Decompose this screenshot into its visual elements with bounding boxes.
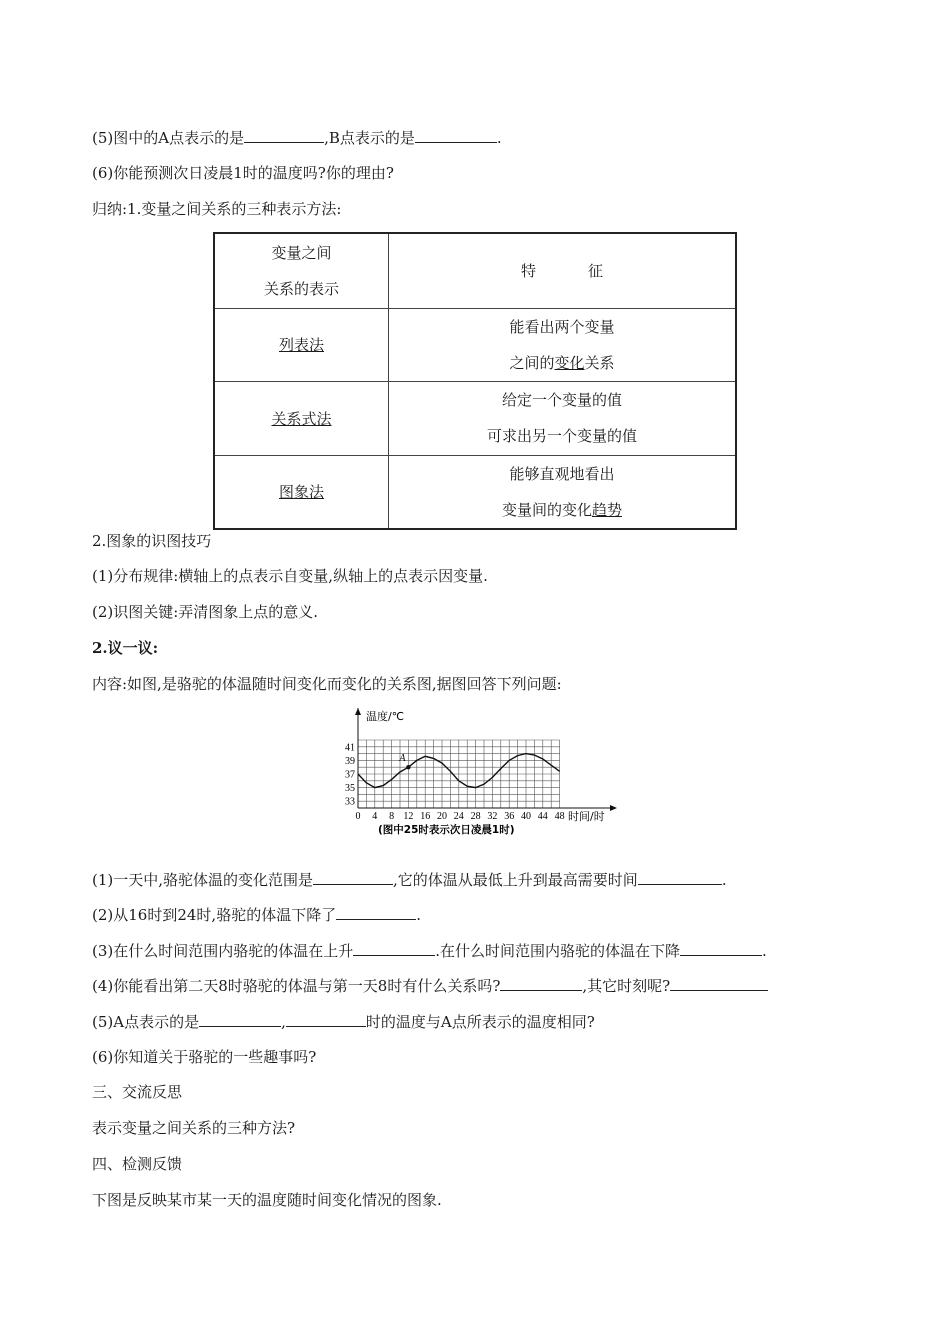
answer-blank[interactable] bbox=[680, 941, 762, 956]
y-axis-arrow bbox=[355, 708, 361, 715]
answer-blank[interactable] bbox=[336, 905, 416, 920]
answer-blank[interactable] bbox=[670, 976, 768, 991]
y-tick-label: 35 bbox=[345, 783, 355, 795]
tip-1: (1)分布规律:横轴上的点表示自变量,纵轴上的点表示因变量. bbox=[92, 567, 488, 585]
y-tick-label: 41 bbox=[345, 742, 355, 754]
x-tick-label: 48 bbox=[554, 811, 565, 822]
x-tick-label: 28 bbox=[470, 811, 481, 822]
question-6: (6)你知道关于骆驼的一些趣事吗? bbox=[92, 1048, 317, 1066]
answer-blank[interactable] bbox=[199, 1012, 281, 1027]
question-3: (3)在什么时间范围内骆驼的体温在上升 .在什么时间范围内骆驼的体温在下降 . bbox=[92, 942, 767, 960]
x-tick-label: 24 bbox=[453, 811, 464, 822]
x-tick-label: 8 bbox=[389, 811, 395, 822]
x-tick-label: 16 bbox=[420, 811, 431, 822]
methods-table bbox=[213, 232, 737, 530]
discuss-content: 内容:如图,是骆驼的体温随时间变化而变化的关系图,据图回答下列问题: bbox=[92, 675, 562, 693]
table-row: 关系式法 给定一个变量的值 可求出另一个变量的值 bbox=[214, 381, 736, 455]
question-6-top: (6)你能预测次日凌晨1时的温度吗?你的理由? bbox=[92, 164, 394, 182]
x-tick-label: 32 bbox=[487, 811, 498, 822]
x-tick-label: 40 bbox=[521, 811, 531, 822]
question-5: (5)A点表示的是 , 时的温度与A点所表示的温度相同? bbox=[92, 1013, 595, 1031]
section-4-heading: 四、检测反馈 bbox=[92, 1155, 183, 1173]
x-axis-label: 时间/时 bbox=[568, 810, 605, 823]
x-tick-label: 44 bbox=[537, 811, 548, 822]
point-a-marker bbox=[406, 765, 410, 769]
table-header-feature: 特 征 bbox=[389, 233, 737, 308]
x-tick-label: 12 bbox=[403, 811, 414, 822]
answer-blank[interactable] bbox=[638, 870, 722, 885]
question-1: (1)一天中,骆驼体温的变化范围是 ,它的体温从最低上升到最高需要时间 . bbox=[92, 871, 727, 889]
answer-blank[interactable] bbox=[244, 128, 324, 143]
discuss-title: 2.议一议: bbox=[92, 639, 159, 657]
method-name: 关系式法 bbox=[271, 409, 332, 428]
answer-blank[interactable] bbox=[500, 976, 582, 991]
table-row: 列表法 能看出两个变量 之间的变化关系 bbox=[214, 308, 736, 381]
x-axis-arrow bbox=[610, 805, 617, 811]
x-tick-label: 0 bbox=[355, 811, 361, 822]
section-3-text: 表示变量之间关系的三种方法? bbox=[92, 1119, 296, 1137]
section-3-heading: 三、交流反思 bbox=[92, 1083, 183, 1101]
question-5-top: (5)图中的A点表示的是 ,B点表示的是 . bbox=[92, 129, 502, 147]
x-tick-label: 20 bbox=[437, 811, 447, 822]
y-tick-label: 37 bbox=[345, 769, 355, 781]
x-tick-label: 36 bbox=[504, 811, 515, 822]
tips-title: 2.图象的识图技巧 bbox=[92, 532, 212, 550]
y-tick-label: 39 bbox=[345, 755, 355, 767]
chart-caption: (图中25时表示次日凌晨1时) bbox=[378, 824, 515, 836]
y-tick-label: 33 bbox=[345, 796, 355, 808]
answer-blank[interactable] bbox=[313, 870, 393, 885]
y-axis-label: 温度/℃ bbox=[366, 710, 405, 723]
answer-blank[interactable] bbox=[415, 128, 497, 143]
x-tick-label: 4 bbox=[372, 811, 378, 822]
tip-2: (2)识图关键:弄清图象上点的意义. bbox=[92, 603, 319, 621]
camel-temperature-chart bbox=[330, 700, 630, 840]
method-name: 图象法 bbox=[278, 483, 324, 501]
question-2: (2)从16时到24时,骆驼的体温下降了 . bbox=[92, 906, 421, 924]
point-a-label: A bbox=[399, 753, 406, 765]
answer-blank[interactable] bbox=[353, 941, 435, 956]
summary-heading: 归纳:1.变量之间关系的三种表示方法: bbox=[92, 200, 342, 218]
table-header-method: 变量之间 关系的表示 bbox=[214, 233, 389, 308]
method-name: 列表法 bbox=[278, 336, 324, 354]
question-4: (4)你能看出第二天8时骆驼的体温与第一天8时有什么关系吗? ,其它时刻呢? bbox=[92, 976, 768, 996]
section-4-text: 下图是反映某市某一天的温度随时间变化情况的图象. bbox=[92, 1191, 442, 1209]
answer-blank[interactable] bbox=[286, 1012, 366, 1027]
table-row: 图象法 能够直观地看出 变量间的变化趋势 bbox=[214, 455, 736, 529]
